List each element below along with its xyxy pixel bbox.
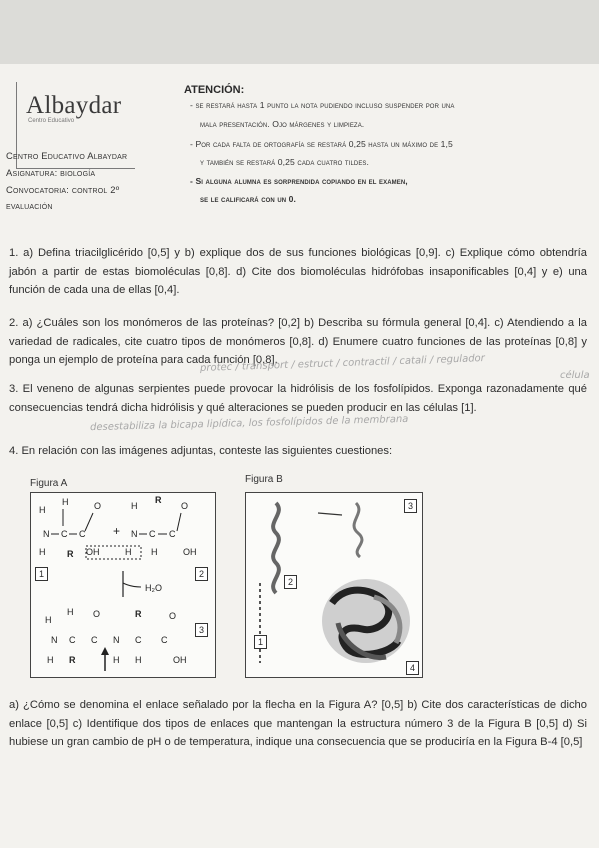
- figure-b-tag-3: 3: [404, 499, 417, 513]
- question-4: 4. En relación con las imágenes adjuntas, conteste las siguientes cuestiones:: [9, 445, 393, 457]
- svg-text:C: C: [149, 529, 156, 539]
- svg-text:H: H: [45, 615, 52, 625]
- svg-text:H: H: [125, 547, 132, 557]
- svg-text:N: N: [113, 635, 120, 645]
- question-1: 1. a) Defina triacilglicérido [0,5] y b) explique dos de sus funciones biológicas [0,9]. c) Explique cómo obtendría jabón a partir de estas biomoléculas [0,8]. d) Cite dos biomoléculas hidrófobas insaponificables [0,4] y e) una función de cada una de ellas [0,4].: [9, 247, 587, 296]
- evaluation: evaluación: [6, 200, 53, 211]
- svg-text:H: H: [39, 505, 46, 515]
- exam-sheet: [0, 64, 599, 848]
- figure-b-tag-4: 4: [406, 661, 419, 675]
- question-3: 3. El veneno de algunas serpientes puede provocar la hidrólisis de los fosfolípidos. Exponga razonadamente qué consecuencias tendrá dicha hidrólisis y qué alteraciones se pueden producir en las células [1].: [9, 383, 587, 414]
- figure-b: [245, 492, 423, 678]
- attention-line: - Si alguna alumna es sorprendida copiando en el examen,: [190, 176, 408, 186]
- attention-line: se le calificará con un 0.: [200, 194, 297, 204]
- svg-text:N: N: [131, 529, 138, 539]
- protein-structure-diagram: [246, 493, 422, 677]
- question-4-subparts: a) ¿Cómo se denomina el enlace señalado por la flecha en la Figura A? [0,5] b) Cite dos características de dicho enlace [0,5] c) Identifique dos tipos de enlaces que mantengan la estructura número 3 de la Figura B [0,5] d) Si hubiese un gran cambio de pH o de temperatura, indique una consecuencia que se produciría en la Figura B-4 [0,5]: [9, 699, 587, 748]
- school-logo: Albaydar: [26, 92, 122, 119]
- svg-text:C: C: [135, 635, 142, 645]
- svg-text:R: R: [69, 655, 76, 665]
- figure-b-tag-2: 2: [284, 575, 297, 589]
- attention-title: ATENCIÓN:: [184, 84, 245, 96]
- svg-text:H: H: [151, 547, 158, 557]
- figure-a-tag-3: 3: [195, 623, 208, 637]
- subject: Asignatura: biología: [6, 167, 96, 178]
- svg-text:R: R: [155, 495, 162, 505]
- svg-text:O: O: [169, 611, 177, 621]
- svg-text:O: O: [93, 609, 101, 619]
- svg-text:C: C: [79, 529, 86, 539]
- svg-text:N: N: [43, 529, 50, 539]
- figure-b-tag-1: 1: [254, 635, 267, 649]
- figure-a-tag-2: 2: [195, 567, 208, 581]
- svg-text:C: C: [169, 529, 176, 539]
- question-2: 2. a) ¿Cuáles son los monómeros de las proteínas? [0,2] b) Describa su fórmula general [0,4]. c) Atendiendo a la variedad de radicales, cite cuatro tipos de monómeros [0,8]. d) Enumere cuatro funciones de las proteínas [0,8] y ponga un ejemplo de proteína para cada función [0,8].: [9, 317, 587, 366]
- figure-a-tag-1: 1: [35, 567, 48, 581]
- svg-text:R: R: [135, 609, 142, 619]
- handwritten-answer: desestabiliza la bicapa lipídica, los fosfolípidos de la membrana: [89, 413, 409, 434]
- svg-text:C: C: [69, 635, 76, 645]
- figure-a: [30, 492, 216, 678]
- svg-text:H: H: [135, 655, 142, 665]
- svg-text:OH: OH: [183, 547, 197, 557]
- figure-b-label: Figura B: [245, 474, 283, 485]
- attention-line: - Por cada falta de ortografía se restará 0,25 hasta un máximo de 1,5: [190, 139, 453, 149]
- peptide-bond-diagram: [31, 493, 215, 677]
- svg-text:+: +: [113, 524, 121, 538]
- svg-text:O: O: [181, 501, 189, 511]
- school-name: Centro Educativo Albaydar: [6, 150, 128, 161]
- svg-text:R: R: [67, 549, 74, 559]
- svg-text:C: C: [91, 635, 98, 645]
- logo-subtitle: Centro Educativo: [28, 118, 75, 124]
- attention-line: mala presentación. Ojo márgenes y limpieza.: [200, 119, 365, 129]
- attention-line: y también se restará 0,25 cada cuatro tildes.: [200, 157, 370, 167]
- handwritten-note: protec / transport / estruct / contractil / catali / regulador: [199, 353, 486, 374]
- svg-text:H: H: [113, 655, 120, 665]
- svg-text:OH: OH: [86, 547, 100, 557]
- svg-text:C: C: [61, 529, 68, 539]
- svg-text:H: H: [62, 497, 69, 507]
- convocation: Convocatoria: control 2º: [6, 184, 120, 195]
- svg-text:H: H: [67, 607, 74, 617]
- svg-text:H: H: [47, 655, 54, 665]
- svg-text:H₂O: H₂O: [145, 583, 162, 593]
- svg-text:OH: OH: [173, 655, 187, 665]
- svg-text:H: H: [39, 547, 46, 557]
- figure-a-label: Figura A: [30, 478, 68, 489]
- svg-text:N: N: [51, 635, 58, 645]
- svg-text:H: H: [131, 501, 138, 511]
- margin-note: célula: [560, 370, 590, 381]
- svg-text:O: O: [94, 501, 102, 511]
- svg-text:C: C: [161, 635, 168, 645]
- attention-line: - se restará hasta 1 punto la nota pudiendo incluso suspender por una: [190, 100, 455, 110]
